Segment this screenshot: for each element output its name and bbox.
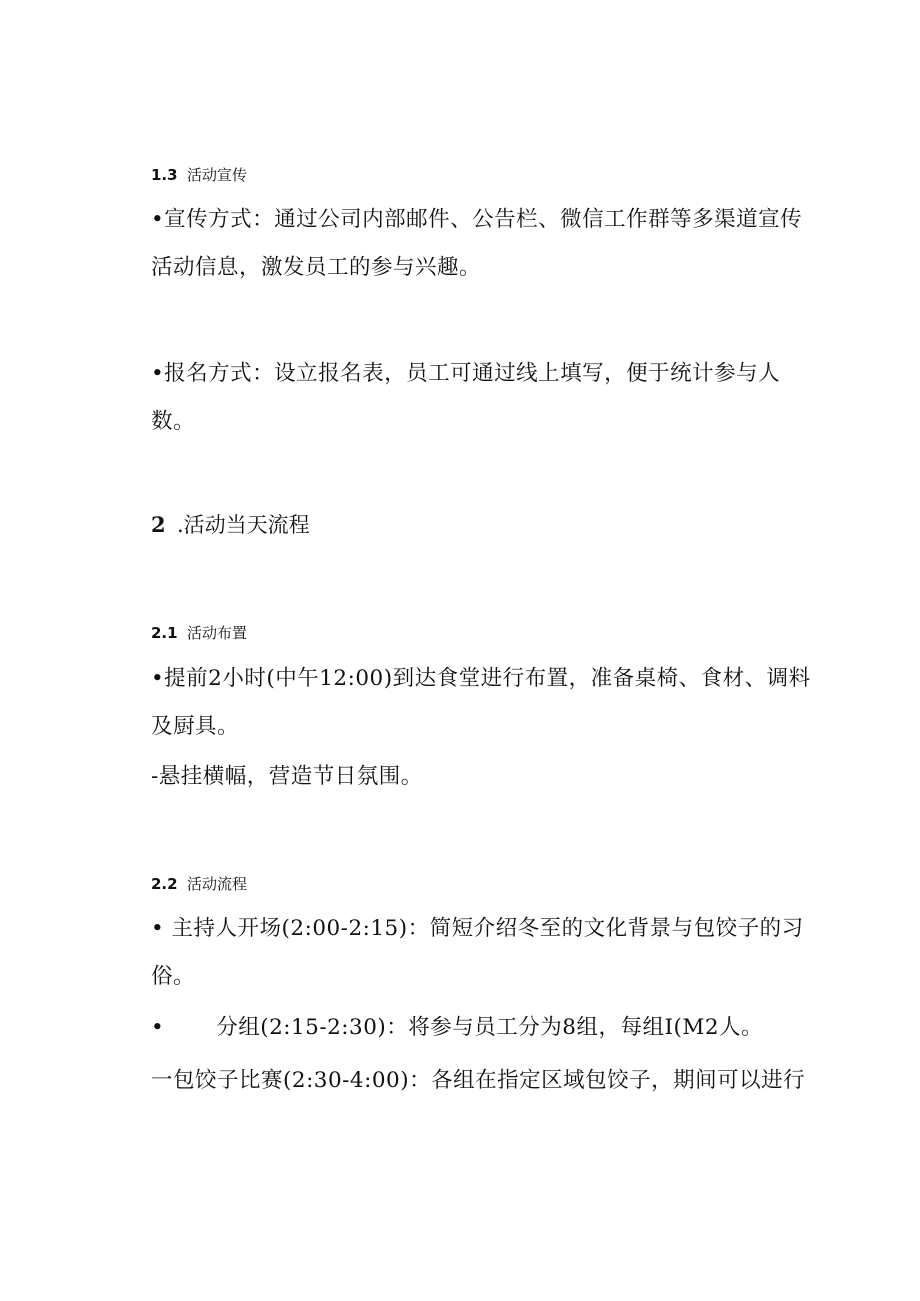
- section-heading-2-2: [151, 874, 247, 894]
- paragraph-publicity-method: •宣传方式：通过公司内部邮件、公告栏、微信工作群等多渠道宣传活动信息，激发员工的参与兴趣。: [151, 207, 803, 280]
- paragraph-dumpling-contest: 一包饺子比赛(2:30-4:00)：各组在指定区域包饺子，期间可以进行: [151, 1068, 806, 1093]
- paragraph-banner: -悬挂横幅，营造节日氛围。: [151, 764, 423, 789]
- bullet: •: [151, 1015, 165, 1040]
- section-title: 活动布置: [187, 624, 248, 642]
- section-heading-2-1: [151, 623, 247, 643]
- section-number: 2.1: [151, 624, 178, 642]
- paragraph-host-opening: • 主持人开场(2:00-2:15)：简短介绍冬至的文化背景与包饺子的习俗。: [151, 916, 804, 989]
- section-heading-2: [151, 511, 310, 539]
- paragraph-setup: •提前2小时(中午12:00)到达食堂进行布置，准备桌椅、食材、调料及厨具。: [151, 666, 811, 739]
- section-number: 2: [151, 512, 166, 537]
- paragraph-signup-method: •报名方式：设立报名表，员工可通过线上填写，便于统计参与人数。: [151, 361, 781, 434]
- section-heading-1-3: [151, 165, 247, 185]
- section-number: 2.2: [151, 875, 178, 893]
- section-title: 活动流程: [187, 875, 248, 893]
- section-title: .活动当天流程: [177, 513, 310, 537]
- section-number: 1.3: [151, 166, 178, 184]
- section-title: 活动宣传: [187, 166, 248, 184]
- grouping-text: 分组(2:15-2:30)：将参与员工分为8组，每组I(M2人。: [216, 1015, 764, 1040]
- paragraph-grouping: [151, 1013, 763, 1043]
